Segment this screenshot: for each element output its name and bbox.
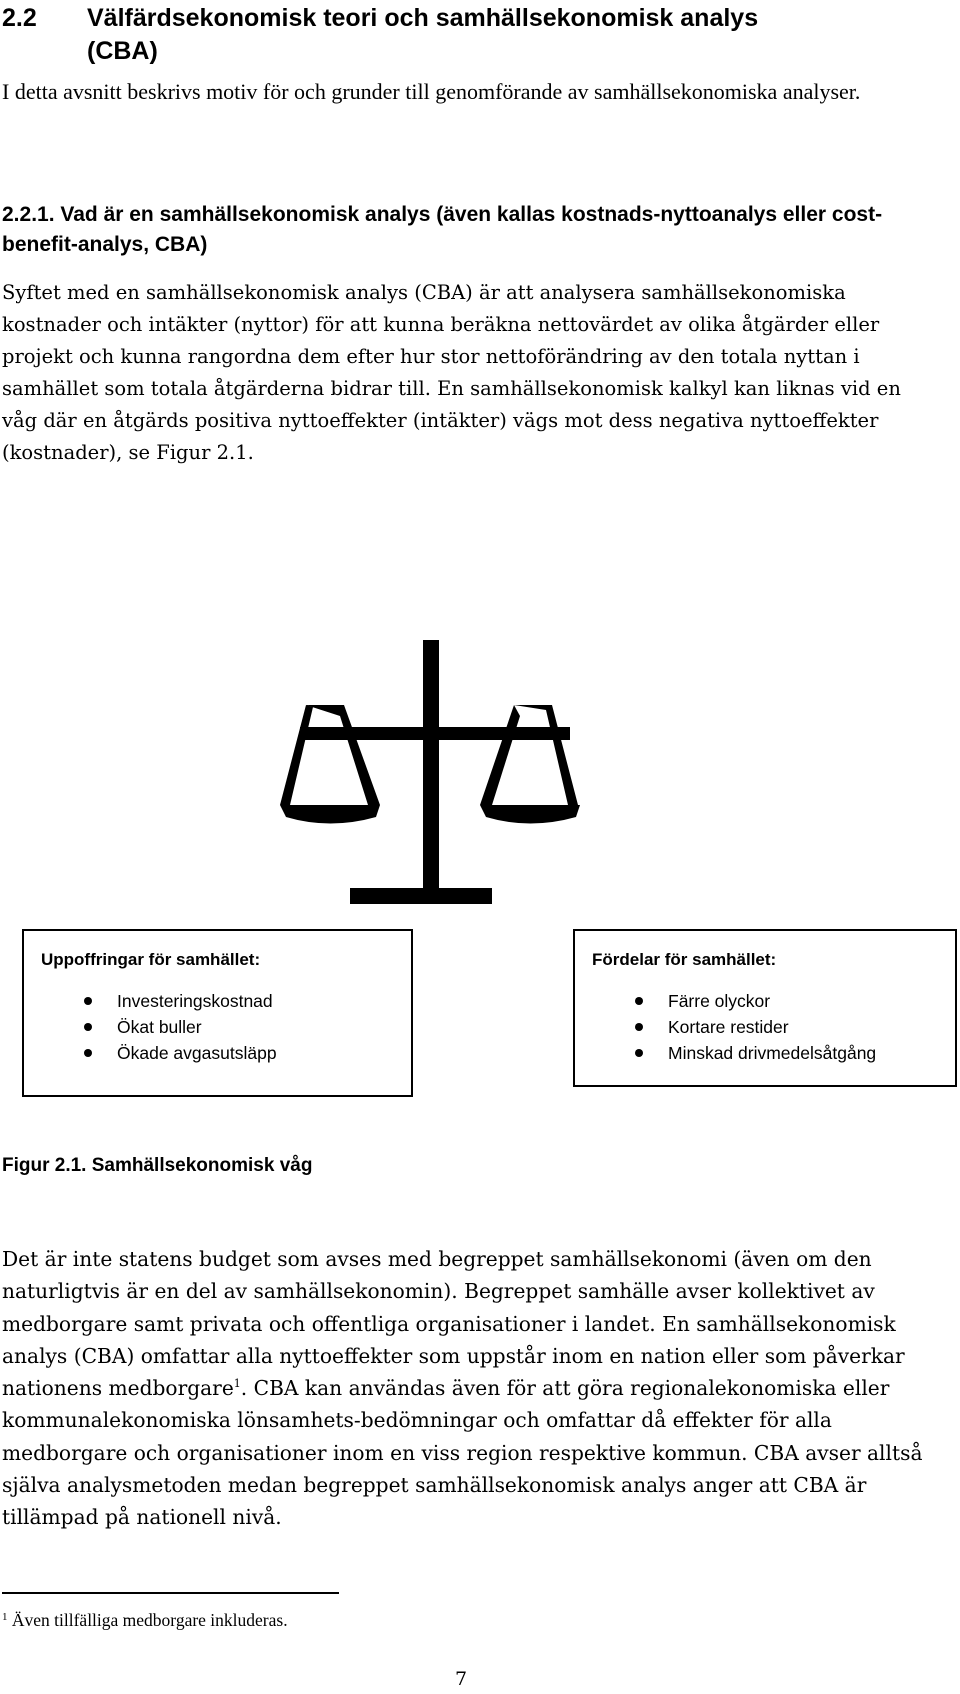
bullet-icon bbox=[635, 1023, 643, 1031]
section-intro: I detta avsnitt beskrivs motiv för och grunder till genomförande av samhällsekonomiska analyser. bbox=[2, 79, 861, 104]
bullet-icon bbox=[635, 997, 643, 1005]
page-number: 7 bbox=[455, 1668, 468, 1690]
footnote-reference[interactable]: 1 bbox=[233, 1377, 241, 1391]
balance-scale-icon bbox=[280, 620, 650, 920]
bullet-icon bbox=[84, 997, 92, 1005]
footnote-divider bbox=[2, 1592, 339, 1594]
bullet-icon bbox=[84, 1023, 92, 1031]
list-item: Kortare restider bbox=[635, 1014, 876, 1040]
list-item: Färre olyckor bbox=[635, 988, 876, 1014]
section-heading bbox=[2, 2, 932, 68]
bullet-icon bbox=[635, 1049, 643, 1057]
subsection-heading: 2.2.1. Vad är en samhällsekonomisk analys (även kallas kostnads-nyttoanalys eller cost-benefit-analys, CBA) bbox=[2, 203, 883, 256]
body-text-part1: Det är inte statens budget som avses med begreppet samhällsekonomi (även om den naturligtvis är en del av samhällsekonomin). Begreppet samhälle avser kollektivet av medborgare samt privata och offentliga organisationer i landet. En samhällsekonomisk analys (CBA) omfattar alla nyttoeffekter som uppstår inom en nation eller som påverkar nationens medborgare bbox=[2, 1247, 905, 1401]
list-item: Investeringskostnad bbox=[84, 988, 277, 1014]
benefits-box bbox=[573, 929, 957, 1087]
section-title-line2: (CBA) bbox=[87, 37, 158, 65]
section-number: 2.2 bbox=[2, 4, 37, 32]
benefits-box-title: Fördelar för samhället: bbox=[592, 950, 777, 969]
footnote bbox=[2, 1608, 288, 1632]
body-text-part2: . CBA kan användas även för att göra regionalekonomiska eller kommunalekonomiska lönsamhets-bedömningar och omfattar då effekter för alla medborgare och organisationer inom en viss region respektive kommun. CBA avser alltså själva analysmetoden medan begreppet samhällsekonomisk analys anger att CBA är tillämpad på nationell nivå. bbox=[2, 1376, 923, 1530]
figure-caption: Figur 2.1. Samhällsekonomisk våg bbox=[2, 1155, 313, 1176]
body-paragraph bbox=[2, 1243, 952, 1534]
footnote-text: Även tillfälliga medborgare inkluderas. bbox=[11, 1610, 288, 1630]
list-item: Minskad drivmedelsåtgång bbox=[635, 1040, 876, 1066]
list-item: Ökat buller bbox=[84, 1014, 277, 1040]
list-item: Ökade avgasutsläpp bbox=[84, 1040, 277, 1066]
benefits-list bbox=[635, 988, 876, 1066]
costs-box bbox=[22, 929, 413, 1097]
section-title: Välfärdsekonomisk teori och samhällsekonomisk analys bbox=[87, 4, 759, 32]
costs-list bbox=[84, 988, 277, 1066]
bullet-icon bbox=[84, 1049, 92, 1057]
subsection-paragraph: Syftet med en samhällsekonomisk analys (CBA) är att analysera samhällsekonomiska kostnader och intäkter (nyttor) för att kunna beräkna nettovärdet av olika åtgärder eller projekt och kunna rangordna dem efter hur stor nettoförändring av den totala nyttan i samhället som totala åtgärderna bidrar till. En samhällsekonomisk kalkyl kan liknas vid en våg där en åtgärds positiva nyttoeffekter (intäkter) vägs mot dess negativa nyttoeffekter (kostnader), se Figur 2.1. bbox=[2, 281, 901, 465]
costs-box-title: Uppoffringar för samhället: bbox=[41, 950, 261, 969]
footnote-mark: 1 bbox=[2, 1611, 8, 1623]
